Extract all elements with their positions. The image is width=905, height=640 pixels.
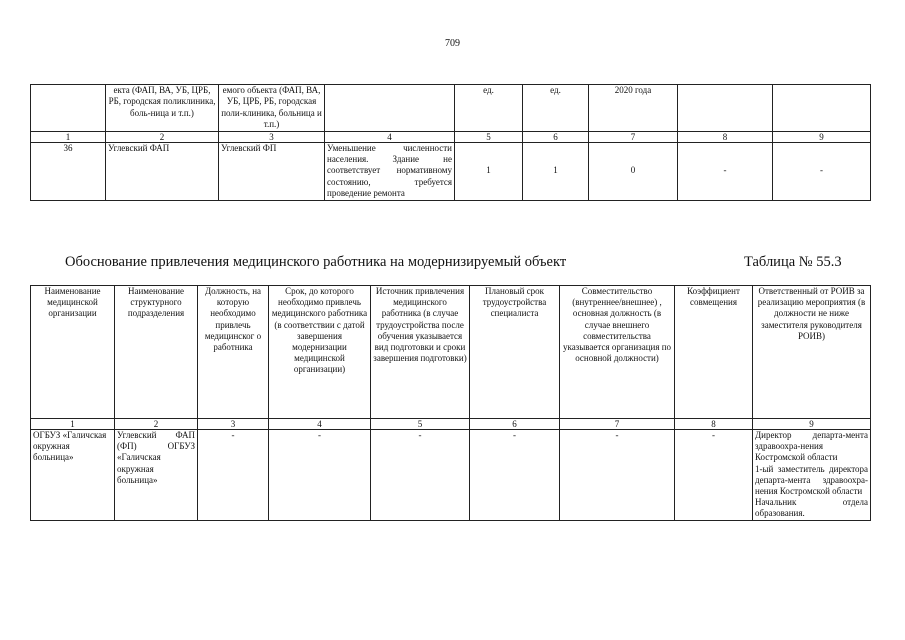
table-cell: -	[198, 430, 269, 521]
structural-unit: Углевский ФАП (ФП) ОГБУЗ «Галичская окружная больница»	[115, 430, 198, 521]
responsible-official: 1-ый заместитель директора департа-мента здравоохра-нения Костромской области	[755, 463, 868, 497]
column-number: 2	[106, 131, 219, 142]
table-cell: 1	[455, 142, 523, 200]
table1-header-cell: емого объекта (ФАП, ВА, УБ, ЦРБ, РБ, городская поли-клиника, больница и т.п.)	[219, 85, 325, 132]
column-number: 4	[269, 419, 371, 430]
column-number: 5	[455, 131, 523, 142]
column-number: 8	[678, 131, 773, 142]
table1-header-cell: ед.	[523, 85, 589, 132]
table1-header-cell: ед.	[455, 85, 523, 132]
column-number: 9	[773, 131, 871, 142]
table1-header-cell	[773, 85, 871, 132]
section-heading	[0, 254, 905, 272]
column-number: 1	[31, 131, 106, 142]
column-number: 8	[675, 419, 753, 430]
column-number: 1	[31, 419, 115, 430]
table2-header-cell: Источник привлечения медицинского работника (в случае трудоустройства после обучения указывается вид подготовки и сроки завершения подготовки)	[371, 286, 470, 419]
column-number: 7	[560, 419, 675, 430]
table-cell: -	[371, 430, 470, 521]
facility-name: Углевский ФАП	[106, 142, 219, 200]
column-number: 5	[371, 419, 470, 430]
table2-header-cell: Наименование медицинской организации	[31, 286, 115, 419]
column-number: 2	[115, 419, 198, 430]
table1-header-cell: 2020 года	[589, 85, 678, 132]
table2-header-cell: Должность, на которую необходимо привлечь медицинског о работника	[198, 286, 269, 419]
justification-text: Уменьшение численности населения. Здание не соответствует нормативному состоянию, требуется проведение ремонта	[325, 142, 455, 200]
responsible-officials	[753, 430, 871, 521]
responsible-official: Директор департа-мента здравоохра-нения Костромской области	[755, 430, 868, 463]
table1-header-cell	[678, 85, 773, 132]
page-number: 709	[445, 38, 460, 49]
staffing-table	[30, 285, 871, 521]
table2-header-cell: Совместительство (внутреннее/внешнее) , основная должность (в случае внешнего совместительства указывается организация по основной должности)	[560, 286, 675, 419]
table1-header-cell: екта (ФАП, ВА, УБ, ЦРБ, РБ, городская поликлиника, боль-ница и т.п.)	[106, 85, 219, 132]
table1-column-numbers	[31, 131, 871, 142]
table-row	[31, 142, 871, 200]
table-cell: -	[675, 430, 753, 521]
table-row	[31, 430, 871, 521]
table1-header-cell	[325, 85, 455, 132]
table-cell: -	[678, 142, 773, 200]
section-title: Обоснование привлечения медицинского работника на модернизируемый объект	[65, 254, 567, 270]
column-number: 4	[325, 131, 455, 142]
table1-header-row	[31, 85, 871, 132]
responsible-official: Начальник отдела образования.	[755, 497, 868, 519]
table-cell: -	[269, 430, 371, 521]
row-number: 36	[31, 142, 106, 200]
table-number: Таблица № 55.3	[744, 254, 842, 270]
column-number: 7	[589, 131, 678, 142]
organization-name: ОГБУЗ «Галичская окружная больница»	[31, 430, 115, 521]
column-number: 6	[470, 419, 560, 430]
table1-header-cell	[31, 85, 106, 132]
table2-header-cell: Срок, до которого необходимо привлечь медицинского работника (в соответствии с датой завершения модернизации медицинской организации)	[269, 286, 371, 419]
column-number: 6	[523, 131, 589, 142]
table2-header-cell: Ответственный от РОИВ за реализацию мероприятия (в должности не ниже заместителя руководителя РОИВ)	[753, 286, 871, 419]
table-cell: -	[560, 430, 675, 521]
table-cell: 0	[589, 142, 678, 200]
table2-header-cell: Коэффициент совмещения	[675, 286, 753, 419]
table-cell: -	[773, 142, 871, 200]
column-number: 3	[219, 131, 325, 142]
table2-header-row	[31, 286, 871, 419]
table2-column-numbers	[31, 419, 871, 430]
table2-header-cell: Наименование структурного подразделения	[115, 286, 198, 419]
modernized-object: Углевский ФП	[219, 142, 325, 200]
table2-header-cell: Плановый срок трудоустройства специалиста	[470, 286, 560, 419]
column-number: 3	[198, 419, 269, 430]
continuation-table	[30, 84, 871, 201]
column-number: 9	[753, 419, 871, 430]
table-cell: -	[470, 430, 560, 521]
table-cell: 1	[523, 142, 589, 200]
